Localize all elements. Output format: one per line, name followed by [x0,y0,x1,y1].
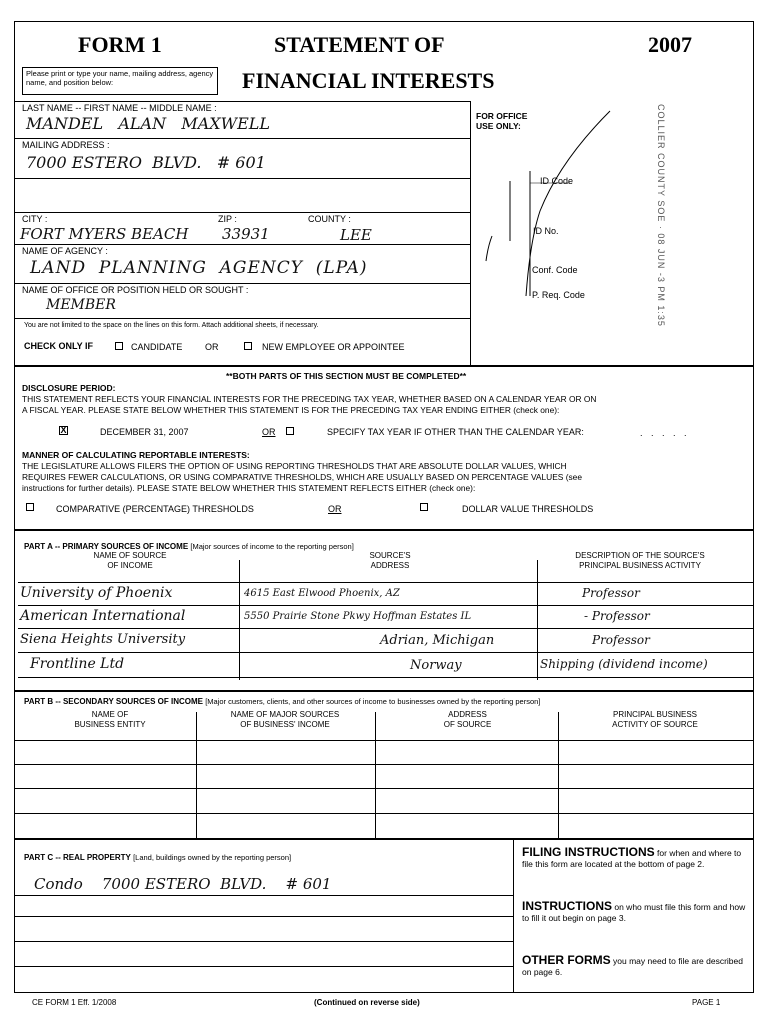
december-checkbox[interactable]: X [60,425,67,435]
name-field[interactable]: MANDEL ALAN MAXWELL [26,114,271,133]
table-row [20,608,185,624]
form-title-line2: FINANCIAL INTERESTS [242,68,495,93]
mailing-label: MAILING ADDRESS : [22,140,110,150]
table-row [20,632,185,647]
income-source-name[interactable]: American International [20,608,186,624]
city-field[interactable]: FORT MYERS BEACH [20,225,189,243]
part-a-col-name: NAME OF SOURCE OF INCOME [93,551,167,570]
footer-continued: (Continued on reverse side) [314,998,420,1007]
manner-text1: THE LEGISLATURE ALLOWS FILERS THE OPTION OF USING REPORTING THRESHOLDS THAT ARE ABSOLUTE DOLLAR VALUES, WHICH [22,461,567,471]
manner-text2: REQUIRES FEWER CALCULATIONS, OR USING COMPARATIVE THRESHOLDS, WHICH ARE USUALLY BASED ON PERCENTAGE VALUES (see [22,472,582,482]
income-source-address[interactable]: Adrian, Michigan [380,633,495,648]
conf-code-label: Conf. Code [532,265,578,275]
filing-instructions [522,847,748,870]
disclosure-period-text1: THIS STATEMENT REFLECTS YOUR FINANCIAL INTERESTS FOR THE PRECEDING TAX YEAR, WHETHER BASED ON A CALENDAR YEAR OR ON [22,394,597,404]
income-source-activity[interactable]: - Professor [584,609,650,623]
part-c-heading-note: [Land, buildings owned by the reporting person] [133,853,292,862]
disclosure-period-heading: DISCLOSURE PERIOD: [22,383,116,393]
zip-label: ZIP : [218,214,237,224]
p-req-code-label: P. Req. Code [532,290,585,300]
part-c-heading-row [24,853,291,862]
new-employee-label: NEW EMPLOYEE OR APPOINTEE [262,342,405,352]
other-forms-instructions [522,955,748,978]
agency-field[interactable]: LAND PLANNING AGENCY (LPA) [30,258,368,278]
income-source-address[interactable]: Norway [410,658,462,673]
comparative-checkbox[interactable] [26,503,34,511]
other-forms-text: you may need to file are described on page 6. [522,956,743,977]
agency-label: NAME OF AGENCY : [22,246,108,256]
specify-tax-year-label: SPECIFY TAX YEAR IF OTHER THAN THE CALENDAR YEAR: [327,427,584,437]
part-a-heading-row [24,542,354,551]
dollar-value-label: DOLLAR VALUE THRESHOLDS [462,504,594,514]
income-source-name[interactable]: Siena Heights University [20,632,186,647]
instructions-text: on who must file this form and how to fill it out begin on page 3. [522,902,746,923]
part-a-col-activity: DESCRIPTION OF THE SOURCE'S PRINCIPAL BUSINESS ACTIVITY [575,551,705,570]
specify-tax-year-field[interactable]: . . . . . [640,428,690,438]
real-property-row[interactable]: Condo 7000 ESTERO BLVD. # 601 [34,875,332,893]
county-label: COUNTY : [308,214,351,224]
filing-instructions-text: for when and where to file this form are located at the bottom of page 2. [522,848,742,869]
filing-instructions-title: FILING INSTRUCTIONS [522,845,655,859]
income-source-activity[interactable]: Professor [582,586,640,600]
id-code-label: ID Code [540,176,574,186]
part-a-heading: PART A -- PRIMARY SOURCES OF INCOME [24,542,189,551]
part-a-heading-note: [Major sources of income to the reporting person] [190,542,354,551]
received-stamp: COLLIER COUNTY SOE · 08 JUN -3 PM 1:35 [656,104,666,327]
table-row [30,656,124,672]
specify-tax-year-checkbox[interactable] [286,427,294,435]
part-a-col-address: SOURCE'S ADDRESS [369,551,411,570]
city-label: CITY : [22,214,48,224]
dollar-value-checkbox[interactable] [420,503,428,511]
mailing-field[interactable]: 7000 ESTERO BLVD. # 601 [26,153,266,172]
income-source-address[interactable]: 5550 Prairie Stone Pkwy Hoffman Estates IL [244,611,472,622]
form-title-line1: STATEMENT OF [274,32,445,57]
part-b-heading-note: [Major customers, clients, and other sources of income to businesses owned by the reporting person] [205,697,541,706]
comparative-label: COMPARATIVE (PERCENTAGE) THRESHOLDS [56,504,254,514]
office-use-markings [470,101,670,301]
part-b-col-entity: NAME OF BUSINESS ENTITY [74,710,146,729]
part-b-col-activity: PRINCIPAL BUSINESS ACTIVITY OF SOURCE [612,710,698,729]
footer-form-id: CE FORM 1 Eff. 1/2008 [32,998,117,1007]
not-limited-note: You are not limited to the space on the lines on this form. Attach additional sheets, if necessary. [24,322,319,329]
candidate-label: CANDIDATE [131,342,183,352]
position-field[interactable]: MEMBER [46,297,116,313]
check-only-if-label: CHECK ONLY IF [24,341,94,351]
zip-field[interactable]: 33931 [222,225,270,243]
part-b-heading-row [24,697,540,706]
who-must-file-instructions [522,901,748,924]
manner-text3: instructions for further details). PLEASE STATE BELOW WHETHER THIS STATEMENT REFLECTS EITHER (check one): [22,483,476,493]
period-or-label: OR [262,427,276,437]
part-b-col-sources: NAME OF MAJOR SOURCES OF BUSINESS' INCOME [230,710,340,729]
form-year: 2007 [648,32,692,57]
form-number: FORM 1 [78,32,162,57]
income-source-address[interactable]: 4615 East Elwood Phoenix, AZ [244,588,400,599]
position-label: NAME OF OFFICE OR POSITION HELD OR SOUGHT : [22,285,249,295]
part-b-col-address: ADDRESS OF SOURCE [443,710,492,729]
disclosure-period-text2: A FISCAL YEAR. PLEASE STATE BELOW WHETHER THIS STATEMENT IS FOR THE PRECEDING TAX YEAR ENDING EITHER (check one): [22,405,560,415]
part-c-heading: PART C -- REAL PROPERTY [24,853,131,862]
part-b-heading: PART B -- SECONDARY SOURCES OF INCOME [24,697,203,706]
manner-heading: MANNER OF CALCULATING REPORTABLE INTERESTS: [22,450,250,460]
id-no-label: ID No. [533,226,559,236]
manner-or-label: OR [328,504,342,514]
table-row [20,585,172,601]
office-use-label: FOR OFFICE USE ONLY: [476,111,528,131]
or-label: OR [205,342,219,352]
new-employee-checkbox[interactable] [244,342,252,350]
name-label: LAST NAME -- FIRST NAME -- MIDDLE NAME : [22,103,217,113]
instructions-title: INSTRUCTIONS [522,899,612,913]
county-field[interactable]: LEE [340,226,372,244]
december-label: DECEMBER 31, 2007 [100,427,189,437]
income-source-activity[interactable]: Shipping (dividend income) [540,657,708,671]
candidate-checkbox[interactable] [115,342,123,350]
other-forms-title: OTHER FORMS [522,953,611,967]
both-parts-notice: **BOTH PARTS OF THIS SECTION MUST BE COMPLETED** [226,371,467,381]
print-instructions: Please print or type your name, mailing address, agency name, and position below: [26,69,214,87]
income-source-activity[interactable]: Professor [592,633,650,647]
footer-page-number: PAGE 1 [692,998,721,1007]
income-source-name[interactable]: University of Phoenix [20,585,173,601]
income-source-name[interactable]: Frontline Ltd [30,656,125,672]
